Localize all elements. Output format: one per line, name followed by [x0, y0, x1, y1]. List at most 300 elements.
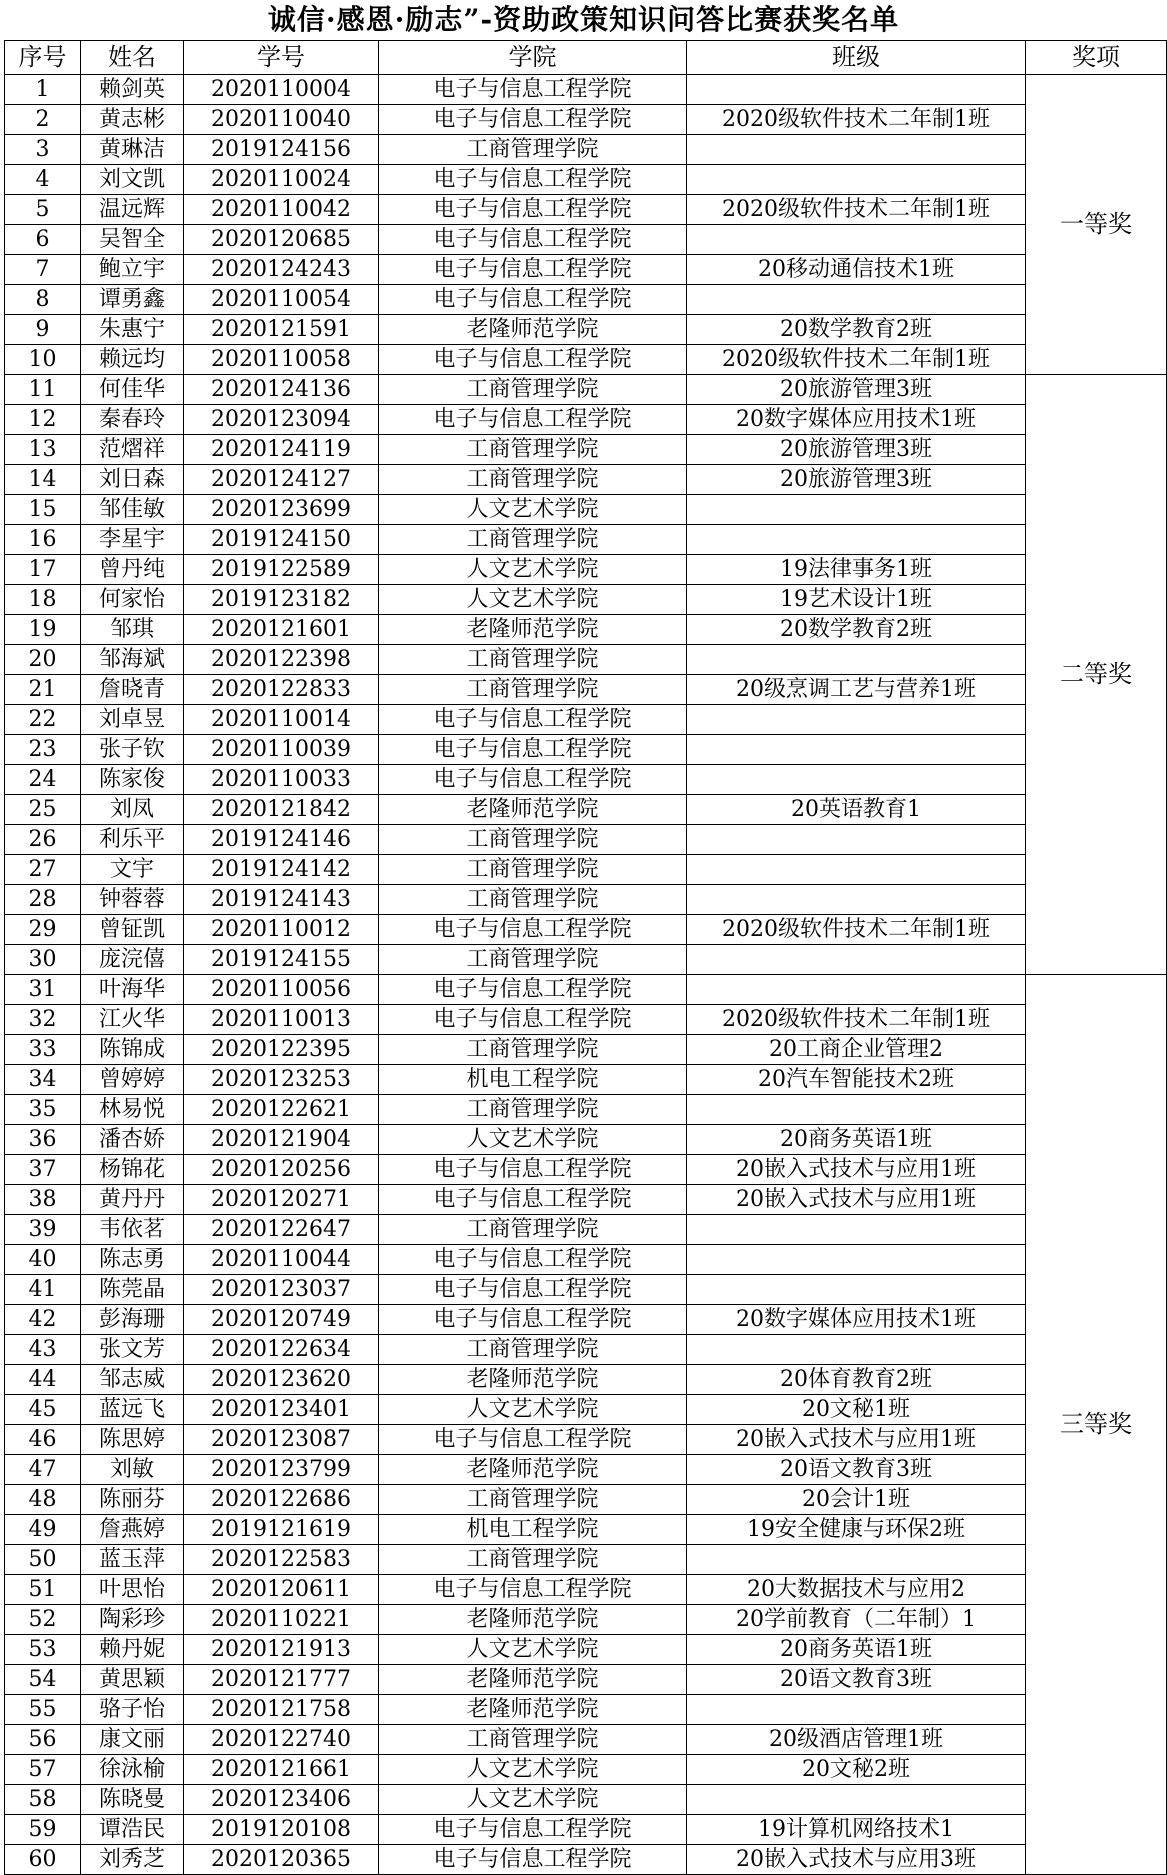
cell-no: 7: [5, 255, 81, 285]
cell-student-id: 2020110042: [184, 195, 379, 225]
cell-name: 骆子怡: [81, 1695, 184, 1725]
cell-student-id: 2020121758: [184, 1695, 379, 1725]
cell-college: 老隆师范学院: [379, 1365, 687, 1395]
cell-class: 20嵌入式技术与应用1班: [687, 1185, 1026, 1215]
cell-name: 黄琳洁: [81, 135, 184, 165]
cell-class: [687, 1545, 1026, 1575]
table-header: [5, 41, 1167, 75]
cell-student-id: 2019124150: [184, 525, 379, 555]
cell-class: [687, 495, 1026, 525]
cell-student-id: 2020110012: [184, 915, 379, 945]
cell-student-id: 2020121661: [184, 1755, 379, 1785]
cell-class: 2020级软件技术二年制1班: [687, 915, 1026, 945]
cell-college: 工商管理学院: [379, 1095, 687, 1125]
cell-name: 张文芳: [81, 1335, 184, 1365]
cell-no: 51: [5, 1575, 81, 1605]
cell-no: 42: [5, 1305, 81, 1335]
cell-college: 老隆师范学院: [379, 1665, 687, 1695]
cell-student-id: 2019124142: [184, 855, 379, 885]
cell-college: 工商管理学院: [379, 855, 687, 885]
cell-student-id: 2020123401: [184, 1395, 379, 1425]
cell-class: 20大数据技术与应用2: [687, 1575, 1026, 1605]
cell-no: 30: [5, 945, 81, 975]
cell-class: 19安全健康与环保2班: [687, 1515, 1026, 1545]
cell-class: 20会计1班: [687, 1485, 1026, 1515]
cell-name: 康文丽: [81, 1725, 184, 1755]
table-row: [5, 195, 1167, 225]
cell-student-id: 2019121619: [184, 1515, 379, 1545]
table-row: [5, 1185, 1167, 1215]
cell-class: 19计算机网络技术1: [687, 1815, 1026, 1845]
cell-class: 20文秘2班: [687, 1755, 1026, 1785]
cell-college: 电子与信息工程学院: [379, 705, 687, 735]
cell-name: 钟蓉蓉: [81, 885, 184, 915]
cell-no: 28: [5, 885, 81, 915]
cell-class: [687, 1275, 1026, 1305]
cell-student-id: 2020110054: [184, 285, 379, 315]
cell-student-id: 2020122395: [184, 1035, 379, 1065]
cell-class: [687, 855, 1026, 885]
cell-name: 叶思怡: [81, 1575, 184, 1605]
cell-college: 工商管理学院: [379, 1725, 687, 1755]
cell-class: 20数学教育2班: [687, 315, 1026, 345]
cell-name: 徐泳榆: [81, 1755, 184, 1785]
cell-name: 范熠祥: [81, 435, 184, 465]
cell-name: 陶彩珍: [81, 1605, 184, 1635]
cell-name: 秦春玲: [81, 405, 184, 435]
cell-student-id: 2020122634: [184, 1335, 379, 1365]
header-row: [5, 41, 1167, 75]
table-row: [5, 1215, 1167, 1245]
table-row: [5, 1305, 1167, 1335]
cell-no: 58: [5, 1785, 81, 1815]
table-row: [5, 285, 1167, 315]
cell-class: 20文秘1班: [687, 1395, 1026, 1425]
table-row: [5, 645, 1167, 675]
cell-no: 10: [5, 345, 81, 375]
table-row: [5, 405, 1167, 435]
cell-no: 35: [5, 1095, 81, 1125]
cell-student-id: 2020123620: [184, 1365, 379, 1395]
cell-class: [687, 135, 1026, 165]
cell-student-id: 2020124119: [184, 435, 379, 465]
cell-college: 工商管理学院: [379, 1215, 687, 1245]
cell-college: 电子与信息工程学院: [379, 1245, 687, 1275]
cell-class: [687, 645, 1026, 675]
table-row: [5, 1635, 1167, 1665]
cell-college: 电子与信息工程学院: [379, 1005, 687, 1035]
table-row: [5, 1365, 1167, 1395]
cell-name: 刘文凯: [81, 165, 184, 195]
cell-name: 陈锦成: [81, 1035, 184, 1065]
cell-name: 黄思颖: [81, 1665, 184, 1695]
cell-class: 20体育教育2班: [687, 1365, 1026, 1395]
cell-name: 陈思婷: [81, 1425, 184, 1455]
cell-no: 1: [5, 75, 81, 105]
cell-student-id: 2020110044: [184, 1245, 379, 1275]
cell-name: 彭海珊: [81, 1305, 184, 1335]
cell-class: [687, 165, 1026, 195]
cell-student-id: 2019120108: [184, 1815, 379, 1845]
cell-class: [687, 225, 1026, 255]
cell-college: 电子与信息工程学院: [379, 255, 687, 285]
cell-college: 工商管理学院: [379, 675, 687, 705]
cell-class: 20数字媒体应用技术1班: [687, 1305, 1026, 1335]
table-row: [5, 315, 1167, 345]
cell-college: 电子与信息工程学院: [379, 915, 687, 945]
cell-name: 刘日森: [81, 465, 184, 495]
cell-name: 蓝玉萍: [81, 1545, 184, 1575]
cell-student-id: 2020121777: [184, 1665, 379, 1695]
cell-student-id: 2020122647: [184, 1215, 379, 1245]
cell-class: [687, 1785, 1026, 1815]
cell-no: 16: [5, 525, 81, 555]
cell-name: 陈志勇: [81, 1245, 184, 1275]
cell-college: 工商管理学院: [379, 1545, 687, 1575]
cell-no: 15: [5, 495, 81, 525]
cell-class: 2020级软件技术二年制1班: [687, 1005, 1026, 1035]
table-row: [5, 1095, 1167, 1125]
table-row: [5, 585, 1167, 615]
cell-college: 工商管理学院: [379, 645, 687, 675]
cell-no: 6: [5, 225, 81, 255]
cell-student-id: 2020110033: [184, 765, 379, 795]
cell-no: 22: [5, 705, 81, 735]
cell-student-id: 2020122621: [184, 1095, 379, 1125]
table-row: [5, 615, 1167, 645]
table-row: [5, 555, 1167, 585]
cell-class: 19法律事务1班: [687, 555, 1026, 585]
cell-no: 49: [5, 1515, 81, 1545]
cell-class: [687, 525, 1026, 555]
cell-name: 韦依茗: [81, 1215, 184, 1245]
cell-name: 刘秀芝: [81, 1845, 184, 1875]
table-row: [5, 135, 1167, 165]
cell-student-id: 2020123799: [184, 1455, 379, 1485]
table-row: [5, 1395, 1167, 1425]
table-row: [5, 1455, 1167, 1485]
cell-name: 黄丹丹: [81, 1185, 184, 1215]
cell-class: [687, 975, 1026, 1005]
cell-student-id: 2020122686: [184, 1485, 379, 1515]
cell-name: 刘卓昱: [81, 705, 184, 735]
cell-college: 工商管理学院: [379, 375, 687, 405]
cell-name: 文宇: [81, 855, 184, 885]
cell-name: 陈莞晶: [81, 1275, 184, 1305]
table-row: [5, 1575, 1167, 1605]
cell-class: 20嵌入式技术与应用1班: [687, 1155, 1026, 1185]
cell-name: 朱惠宁: [81, 315, 184, 345]
cell-name: 温远辉: [81, 195, 184, 225]
table-row: [5, 1035, 1167, 1065]
cell-class: 20嵌入式技术与应用1班: [687, 1425, 1026, 1455]
cell-class: [687, 825, 1026, 855]
cell-class: 20商务英语1班: [687, 1635, 1026, 1665]
table-row: [5, 225, 1167, 255]
cell-college: 老隆师范学院: [379, 795, 687, 825]
cell-name: 曾丹纯: [81, 555, 184, 585]
cell-class: 2020级软件技术二年制1班: [687, 345, 1026, 375]
cell-no: 13: [5, 435, 81, 465]
cell-student-id: 2019122589: [184, 555, 379, 585]
table-row: [5, 885, 1167, 915]
table-row: [5, 825, 1167, 855]
cell-no: 4: [5, 165, 81, 195]
cell-no: 39: [5, 1215, 81, 1245]
cell-class: 20级酒店管理1班: [687, 1725, 1026, 1755]
table-row: [5, 1425, 1167, 1455]
cell-no: 9: [5, 315, 81, 345]
cell-student-id: 2019124146: [184, 825, 379, 855]
cell-no: 32: [5, 1005, 81, 1035]
cell-class: [687, 1245, 1026, 1275]
cell-no: 17: [5, 555, 81, 585]
cell-college: 电子与信息工程学院: [379, 1845, 687, 1875]
cell-college: 工商管理学院: [379, 525, 687, 555]
cell-college: 机电工程学院: [379, 1515, 687, 1545]
cell-class: [687, 945, 1026, 975]
cell-name: 詹燕婷: [81, 1515, 184, 1545]
table-row: [5, 1845, 1167, 1875]
cell-name: 李星宇: [81, 525, 184, 555]
cell-no: 60: [5, 1845, 81, 1875]
cell-college: 人文艺术学院: [379, 1785, 687, 1815]
cell-no: 2: [5, 105, 81, 135]
cell-class: 20汽车智能技术2班: [687, 1065, 1026, 1095]
cell-no: 54: [5, 1665, 81, 1695]
cell-name: 谭勇鑫: [81, 285, 184, 315]
cell-student-id: 2019124143: [184, 885, 379, 915]
table-row: [5, 1275, 1167, 1305]
cell-college: 电子与信息工程学院: [379, 75, 687, 105]
cell-no: 27: [5, 855, 81, 885]
table-row: [5, 255, 1167, 285]
cell-name: 邹佳敏: [81, 495, 184, 525]
cell-student-id: 2020110024: [184, 165, 379, 195]
table-row: [5, 1785, 1167, 1815]
table-row: [5, 1515, 1167, 1545]
table-row: [5, 1665, 1167, 1695]
cell-name: 赖远均: [81, 345, 184, 375]
cell-class: [687, 705, 1026, 735]
table-row: [5, 1605, 1167, 1635]
cell-class: 19艺术设计1班: [687, 585, 1026, 615]
cell-no: 45: [5, 1395, 81, 1425]
cell-no: 8: [5, 285, 81, 315]
cell-college: 工商管理学院: [379, 135, 687, 165]
cell-student-id: 2020110013: [184, 1005, 379, 1035]
table-row: [5, 975, 1167, 1005]
cell-college: 电子与信息工程学院: [379, 345, 687, 375]
cell-student-id: 2020121601: [184, 615, 379, 645]
cell-college: 老隆师范学院: [379, 1695, 687, 1725]
cell-no: 48: [5, 1485, 81, 1515]
cell-student-id: 2020110058: [184, 345, 379, 375]
cell-college: 人文艺术学院: [379, 1635, 687, 1665]
cell-college: 工商管理学院: [379, 885, 687, 915]
cell-name: 陈家俊: [81, 765, 184, 795]
cell-student-id: 2020121904: [184, 1125, 379, 1155]
table-row: [5, 1245, 1167, 1275]
cell-no: 12: [5, 405, 81, 435]
cell-class: [687, 765, 1026, 795]
cell-class: 20旅游管理3班: [687, 435, 1026, 465]
cell-no: 44: [5, 1365, 81, 1395]
cell-class: 2020级软件技术二年制1班: [687, 105, 1026, 135]
award-table: [4, 40, 1167, 1875]
cell-name: 詹晓青: [81, 675, 184, 705]
cell-no: 31: [5, 975, 81, 1005]
cell-college: 电子与信息工程学院: [379, 765, 687, 795]
cell-student-id: 2019124155: [184, 945, 379, 975]
cell-no: 52: [5, 1605, 81, 1635]
cell-student-id: 2019124156: [184, 135, 379, 165]
cell-student-id: 2020123037: [184, 1275, 379, 1305]
table-body: [5, 75, 1167, 1875]
award-group-cell: 三等奖: [1026, 975, 1167, 1875]
cell-class: 20数学教育2班: [687, 615, 1026, 645]
cell-student-id: 2020123087: [184, 1425, 379, 1455]
cell-college: 工商管理学院: [379, 435, 687, 465]
header-class: 班级: [687, 41, 1026, 75]
cell-class: [687, 1335, 1026, 1365]
cell-student-id: 2020120365: [184, 1845, 379, 1875]
table-row: [5, 915, 1167, 945]
cell-student-id: 2019123182: [184, 585, 379, 615]
cell-student-id: 2020123094: [184, 405, 379, 435]
table-row: [5, 345, 1167, 375]
header-no: 序号: [5, 41, 81, 75]
header-college: 学院: [379, 41, 687, 75]
cell-class: 20商务英语1班: [687, 1125, 1026, 1155]
cell-student-id: 2020120256: [184, 1155, 379, 1185]
cell-name: 邹志威: [81, 1365, 184, 1395]
cell-no: 57: [5, 1755, 81, 1785]
cell-name: 邹琪: [81, 615, 184, 645]
cell-no: 46: [5, 1425, 81, 1455]
cell-no: 37: [5, 1155, 81, 1185]
cell-no: 55: [5, 1695, 81, 1725]
table-row: [5, 735, 1167, 765]
cell-name: 庞浣僖: [81, 945, 184, 975]
cell-class: 20嵌入式技术与应用3班: [687, 1845, 1026, 1875]
header-name: 姓名: [81, 41, 184, 75]
cell-student-id: 2020122740: [184, 1725, 379, 1755]
cell-no: 59: [5, 1815, 81, 1845]
table-row: [5, 375, 1167, 405]
cell-no: 43: [5, 1335, 81, 1365]
cell-class: 20工商企业管理2: [687, 1035, 1026, 1065]
cell-college: 老隆师范学院: [379, 1605, 687, 1635]
cell-student-id: 2020123406: [184, 1785, 379, 1815]
cell-class: 20旅游管理3班: [687, 465, 1026, 495]
cell-no: 41: [5, 1275, 81, 1305]
cell-student-id: 2020120611: [184, 1575, 379, 1605]
cell-no: 34: [5, 1065, 81, 1095]
table-row: [5, 465, 1167, 495]
cell-student-id: 2020122833: [184, 675, 379, 705]
cell-college: 人文艺术学院: [379, 1395, 687, 1425]
cell-name: 刘凤: [81, 795, 184, 825]
cell-college: 电子与信息工程学院: [379, 165, 687, 195]
cell-name: 陈晓曼: [81, 1785, 184, 1815]
cell-college: 老隆师范学院: [379, 315, 687, 345]
cell-name: 杨锦花: [81, 1155, 184, 1185]
cell-student-id: 2020110004: [184, 75, 379, 105]
table-row: [5, 1815, 1167, 1845]
cell-no: 47: [5, 1455, 81, 1485]
cell-class: 2020级软件技术二年制1班: [687, 195, 1026, 225]
table-row: [5, 1485, 1167, 1515]
cell-college: 老隆师范学院: [379, 1455, 687, 1485]
cell-name: 陈丽芬: [81, 1485, 184, 1515]
cell-class: 20语文教育3班: [687, 1665, 1026, 1695]
cell-no: 21: [5, 675, 81, 705]
table-row: [5, 75, 1167, 105]
cell-name: 利乐平: [81, 825, 184, 855]
cell-class: 20数字媒体应用技术1班: [687, 405, 1026, 435]
cell-student-id: 2020123699: [184, 495, 379, 525]
cell-college: 人文艺术学院: [379, 495, 687, 525]
cell-college: 工商管理学院: [379, 945, 687, 975]
page-title: 诚信·感恩·励志”-资助政策知识问答比赛获奖名单: [267, 3, 900, 36]
cell-college: 电子与信息工程学院: [379, 1815, 687, 1845]
award-group-cell: 一等奖: [1026, 75, 1167, 375]
table-row: [5, 105, 1167, 135]
cell-student-id: 2020124243: [184, 255, 379, 285]
table-row: [5, 525, 1167, 555]
cell-college: 工商管理学院: [379, 1485, 687, 1515]
cell-student-id: 2020121913: [184, 1635, 379, 1665]
cell-student-id: 2020120685: [184, 225, 379, 255]
table-row: [5, 1755, 1167, 1785]
cell-no: 18: [5, 585, 81, 615]
cell-no: 29: [5, 915, 81, 945]
cell-student-id: 2020123253: [184, 1065, 379, 1095]
cell-no: 33: [5, 1035, 81, 1065]
cell-no: 53: [5, 1635, 81, 1665]
cell-student-id: 2020121842: [184, 795, 379, 825]
cell-college: 电子与信息工程学院: [379, 1155, 687, 1185]
cell-college: 电子与信息工程学院: [379, 1575, 687, 1605]
cell-class: [687, 1215, 1026, 1245]
cell-name: 张子钦: [81, 735, 184, 765]
cell-college: 电子与信息工程学院: [379, 735, 687, 765]
cell-college: 电子与信息工程学院: [379, 1275, 687, 1305]
cell-name: 林易悦: [81, 1095, 184, 1125]
cell-no: 25: [5, 795, 81, 825]
cell-name: 邹海斌: [81, 645, 184, 675]
cell-class: 20移动通信技术1班: [687, 255, 1026, 285]
cell-college: 电子与信息工程学院: [379, 1425, 687, 1455]
table-row: [5, 1725, 1167, 1755]
cell-name: 谭浩民: [81, 1815, 184, 1845]
cell-college: 电子与信息工程学院: [379, 1305, 687, 1335]
cell-class: 20旅游管理3班: [687, 375, 1026, 405]
table-row: [5, 1155, 1167, 1185]
header-award: 奖项: [1026, 41, 1167, 75]
cell-student-id: 2020120749: [184, 1305, 379, 1335]
cell-college: 人文艺术学院: [379, 1125, 687, 1155]
table-row: [5, 1545, 1167, 1575]
cell-college: 电子与信息工程学院: [379, 195, 687, 225]
table-row: [5, 765, 1167, 795]
cell-no: 5: [5, 195, 81, 225]
cell-college: 老隆师范学院: [379, 615, 687, 645]
cell-no: 40: [5, 1245, 81, 1275]
cell-college: 电子与信息工程学院: [379, 1185, 687, 1215]
cell-college: 工商管理学院: [379, 825, 687, 855]
